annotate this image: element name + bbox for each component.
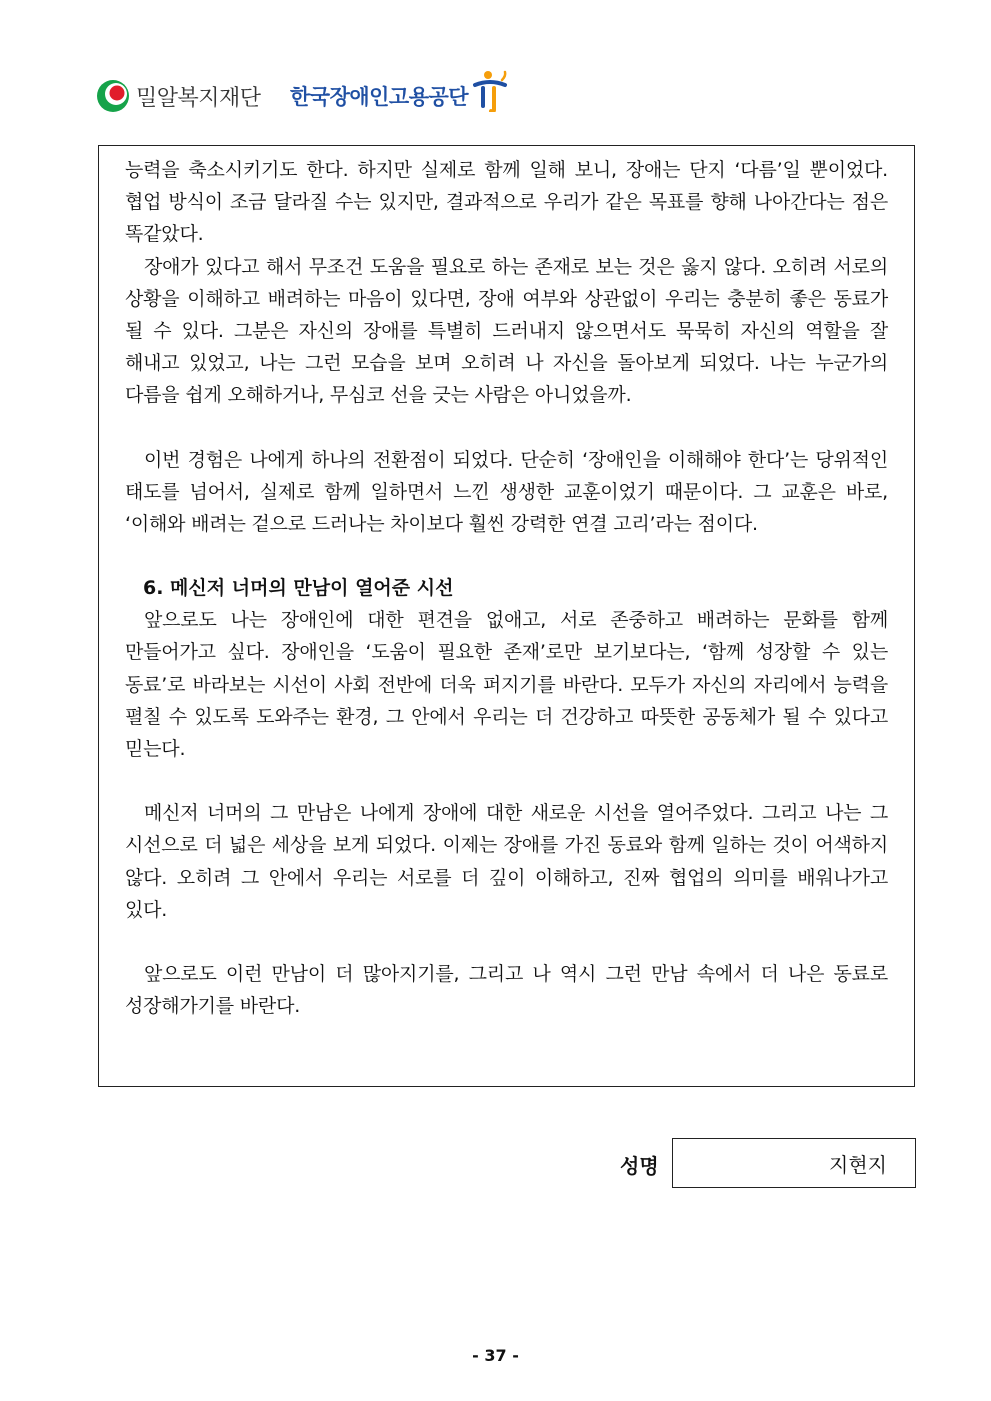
page-number: - 37 -	[472, 1346, 519, 1365]
essay-paragraph-4: 앞으로도 나는 장애인에 대한 편견을 없애고, 서로 존중하고 배려하는 문화를 함께 만들어가고 싶다. 장애인을 ‘도움이 필요한 존재’로만 보기보다는, ‘함께 성장할 수 있는 동료’로 바라보는 시선이 사회 전반에 더욱 퍼지기를 바란다. 모두가 자신의 자리에서 능력을 펼칠 수 있도록 도와주는 환경, 그 안에서 우리는 더 건강하고 따뜻한 공동체가 될 수 있다고 믿는다.	[125, 609, 888, 761]
kead-name: 한국장애인고용공단	[290, 85, 469, 109]
document-header	[95, 70, 795, 120]
kead-logo	[290, 70, 508, 112]
signature-box	[672, 1138, 916, 1188]
paragraph-gap	[125, 765, 888, 797]
signature-name: 지현지	[829, 1152, 887, 1177]
signature-label: 성명	[620, 1154, 659, 1178]
kead-symbol-icon	[472, 70, 508, 112]
section-heading: 6. 메신저 너머의 만남이 열어준 시선	[143, 577, 454, 600]
milal-logo-icon	[95, 78, 131, 114]
essay-paragraph-3: 이번 경험은 나에게 하나의 전환점이 되었다. 단순히 ‘장애인을 이해해야 한다’는 당위적인 태도를 넘어서, 실제로 함께 일하면서 느낀 생생한 교훈이었기 때문이다. 그 교훈은 바로, ‘이해와 배려는 겉으로 드러나는 차이보다 훨씬 강력한 연결 고리’라는 점이다.	[125, 448, 888, 536]
milal-foundation-logo	[95, 78, 261, 114]
essay-body-box	[98, 145, 915, 1087]
essay-paragraph-2: 장애가 있다고 해서 무조건 도움을 필요로 하는 존재로 보는 것은 옳지 않다. 오히려 서로의 상황을 이해하고 배려하는 마음이 있다면, 장애 여부와 상관없이 우리는 충분히 좋은 동료가 될 수 있다. 그분은 자신의 장애를 특별히 드러내지 않으면서도 묵묵히 자신의 역할을 잘 해내고 있었고, 나는 그런 모습을 보며 오히려 나 자신을 돌아보게 되었다. 나는 누군가의 다름을 쉽게 오해하거나, 무심코 선을 긋는 사람은 아니었을까.	[125, 255, 888, 407]
paragraph-gap	[125, 540, 888, 572]
essay-paragraph-6: 앞으로도 이런 만남이 더 많아지기를, 그리고 나 역시 그런 만남 속에서 더 나은 동료로 성장해가기를 바란다.	[125, 963, 888, 1018]
paragraph-gap	[125, 926, 888, 958]
essay-paragraph-5: 메신저 너머의 그 만남은 나에게 장애에 대한 새로운 시선을 열어주었다. 그리고 나는 그 시선으로 더 넓은 세상을 보게 되었다. 이제는 장애를 가진 동료와 함께 일하는 것이 어색하지 않다. 오히려 그 안에서 우리는 서로를 더 깊이 이해하고, 진짜 협업의 의미를 배워나가고 있다.	[125, 802, 888, 921]
essay-paragraph-1: 능력을 축소시키기도 한다. 하지만 실제로 함께 일해 보니, 장애는 단지 ‘다름’일 뿐이었다. 협업 방식이 조금 달라질 수는 있지만, 결과적으로 우리가 같은 목표를 향해 나아간다는 점은 똑같았다.	[125, 159, 888, 246]
milal-foundation-name: 밀알복지재단	[136, 85, 261, 111]
paragraph-gap	[125, 412, 888, 444]
